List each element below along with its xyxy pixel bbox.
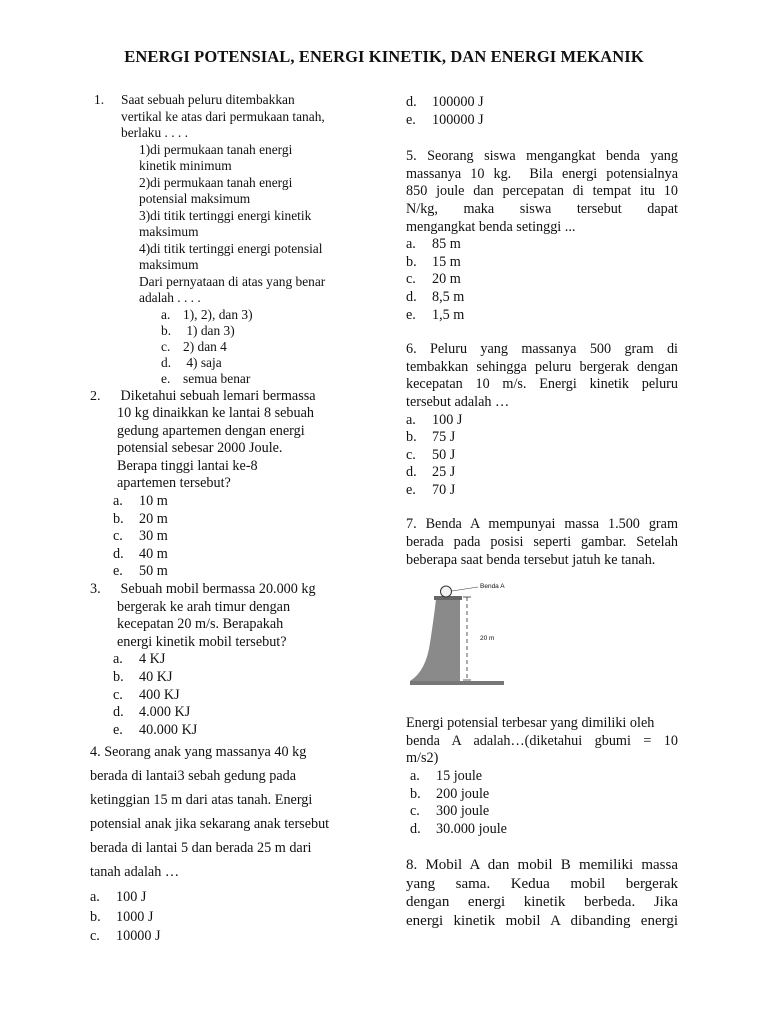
- stem-line: dengan energi kinetik berbeda. Jika: [406, 894, 678, 911]
- stem-line: 7. Benda A mempunyai massa 1.500 gram: [406, 516, 678, 533]
- option-letter: b.: [90, 908, 101, 925]
- stem-line: bergerak ke arah timur dengan: [117, 598, 291, 615]
- option-a[interactable]: [113, 493, 340, 511]
- question-body: [113, 387, 340, 582]
- option-c[interactable]: [406, 447, 678, 465]
- stem-line: kecepatan 10 m/s. Energi kinetik peluru: [406, 376, 678, 393]
- option-a[interactable]: [90, 888, 340, 908]
- stem-line: 8. Mobil A dan mobil B memiliki massa: [406, 857, 678, 874]
- benda-a-label: Benda A: [480, 583, 505, 591]
- option-letter: c.: [90, 928, 100, 945]
- option-text: 4.000 KJ: [139, 704, 191, 721]
- stem-line: N/kg, maka siswa tersebut dapat: [406, 200, 678, 217]
- statement-line: maksimum: [139, 224, 199, 239]
- stem-line: 850 joule dan percepatan di tempat itu 10: [406, 183, 678, 200]
- option-text: 20 m: [139, 510, 168, 527]
- option-d[interactable]: [406, 464, 678, 482]
- option-text: 70 J: [432, 481, 456, 498]
- option-b[interactable]: [406, 254, 678, 272]
- option-letter: b.: [113, 669, 124, 686]
- stem-line: massanya 10 kg. Bila energi potensialnya: [406, 165, 678, 182]
- statement-line: kinetik minimum: [139, 158, 232, 173]
- option-c[interactable]: [410, 803, 678, 821]
- question-4-continued: [406, 94, 678, 129]
- ground: [410, 681, 504, 685]
- option-a[interactable]: [410, 768, 678, 786]
- option-letter: c.: [113, 686, 123, 703]
- option-letter: e.: [113, 721, 123, 738]
- stem-line: berada pada posisi seperti gambar. Setelah: [406, 534, 678, 551]
- question-3: [90, 581, 340, 739]
- stem-line: kecepatan 20 m/s. Berapakah: [117, 616, 284, 633]
- stem-line: Sebuah mobil bermassa 20.000 kg: [117, 581, 316, 598]
- option-letter: d.: [406, 94, 417, 110]
- option-letter: a.: [406, 411, 416, 428]
- option-letter: d.: [406, 288, 417, 305]
- option-c[interactable]: [113, 687, 340, 705]
- option-b[interactable]: [410, 786, 678, 804]
- option-text: 15 joule: [436, 768, 483, 785]
- stem-line: Energi potensial terbesar yang dimiliki oleh: [406, 715, 655, 732]
- option-d[interactable]: [410, 821, 678, 839]
- option-b[interactable]: [406, 429, 678, 447]
- option-letter: d.: [113, 545, 124, 562]
- option-letter: e.: [113, 563, 123, 580]
- stem-line: tembakkan sehingga peluru bergerak dengan: [406, 358, 678, 375]
- option-letter: b.: [406, 429, 417, 446]
- option-a[interactable]: [406, 236, 678, 254]
- option-c[interactable]: [113, 528, 340, 546]
- stem-line: gedung apartemen dengan energi: [117, 422, 305, 439]
- question-number: 3.: [90, 581, 101, 598]
- statement-line: 2)di permukaan tanah energi: [139, 174, 293, 190]
- option-a[interactable]: [113, 651, 340, 669]
- option-text: 30.000 joule: [436, 820, 507, 837]
- question-body: [113, 581, 340, 739]
- option-e[interactable]: [113, 563, 340, 581]
- stem-line: beberapa saat benda tersebut jatuh ke tanah.: [406, 551, 656, 568]
- option-e[interactable]: [113, 722, 340, 740]
- option-letter: e.: [406, 306, 416, 323]
- stem-line: vertikal ke atas dari permukaan tanah,: [121, 108, 325, 124]
- benda-a-ball: [441, 586, 452, 597]
- option-text: 100000 J: [432, 111, 484, 128]
- statement-line: 4)di titik tertinggi energi potensial: [139, 240, 323, 256]
- option-letter: c.: [406, 446, 416, 463]
- question-2: [90, 388, 340, 582]
- option-text: 1), 2), dan 3): [183, 306, 253, 322]
- option-text: 200 joule: [436, 785, 490, 802]
- option-list: [139, 307, 340, 388]
- option-text: 50 m: [139, 563, 168, 580]
- option-a[interactable]: [406, 412, 678, 430]
- option-text: 15 m: [432, 253, 461, 270]
- tower: [410, 599, 460, 681]
- question-number: 1.: [94, 92, 105, 107]
- stem-line: energi kinetik mobil A dibanding energi: [406, 912, 678, 929]
- stem-line: 5. Seorang siswa mengangkat benda yang: [406, 148, 678, 165]
- option-text: 1000 J: [116, 908, 154, 925]
- option-text: 400 KJ: [139, 686, 180, 703]
- statement-line: adalah . . . .: [139, 290, 201, 305]
- option-text: 25 J: [432, 464, 456, 481]
- stem-line: m/s2): [406, 750, 439, 767]
- option-list: [90, 888, 340, 947]
- stem-line: tersebut adalah …: [406, 393, 510, 410]
- stem-line: Saat sebuah peluru ditembakkan: [121, 92, 295, 107]
- option-text: 8,5 m: [432, 288, 465, 305]
- option-letter: e.: [406, 111, 416, 128]
- statement-line: 3)di titik tertinggi energi kinetik: [139, 207, 312, 223]
- stem-line: berada di lantai3 sebah gedung pada: [90, 768, 297, 785]
- option-list: [410, 768, 678, 838]
- right-column: [406, 94, 678, 930]
- statement-list: [121, 142, 340, 388]
- option-text: 85 m: [432, 236, 461, 253]
- stem-line: potensial anak jika sekarang anak tersebut: [90, 816, 330, 833]
- option-d[interactable]: [113, 546, 340, 564]
- question-6: [406, 341, 678, 499]
- option-text: 100 J: [432, 411, 463, 428]
- tower-diagram: [408, 583, 518, 703]
- height-label: 20 m: [480, 635, 495, 643]
- stem-line: berada di lantai 5 dan berada 25 m dari: [90, 840, 312, 857]
- option-letter: a.: [406, 236, 416, 253]
- option-text: 50 J: [432, 446, 456, 463]
- option-d[interactable]: [406, 289, 678, 307]
- option-letter: d.: [113, 704, 124, 721]
- option-d[interactable]: [406, 94, 678, 112]
- stem-line: yang sama. Kedua mobil bergerak: [406, 875, 678, 892]
- falling-object-figure: [408, 583, 518, 703]
- option-letter: d.: [406, 464, 417, 481]
- option-text: 1) dan 3): [183, 322, 235, 338]
- statement-line: potensial maksimum: [139, 191, 251, 206]
- option-e[interactable]: [406, 482, 678, 500]
- option-letter: b.: [161, 322, 172, 338]
- option-d[interactable]: [161, 355, 340, 371]
- option-b[interactable]: [113, 669, 340, 687]
- option-letter: d.: [410, 820, 421, 837]
- option-c[interactable]: [161, 339, 340, 355]
- option-letter: a.: [90, 889, 100, 906]
- option-text: 300 joule: [436, 803, 490, 820]
- option-letter: e.: [161, 371, 171, 387]
- option-letter: b.: [406, 253, 417, 270]
- option-letter: c.: [161, 338, 171, 354]
- option-e[interactable]: [406, 112, 678, 130]
- option-e[interactable]: [161, 371, 340, 387]
- option-text: 4) saja: [183, 355, 222, 371]
- option-text: 4 KJ: [139, 651, 166, 668]
- stem-line: 6. Peluru yang massanya 500 gram di: [406, 341, 678, 358]
- stem-line: benda A adalah…(diketahui gbumi = 10: [406, 732, 678, 749]
- option-text: 40.000 KJ: [139, 721, 198, 738]
- option-text: 100000 J: [432, 94, 484, 110]
- stem-line: 4. Seorang anak yang massanya 40 kg: [90, 744, 307, 761]
- label-pointer: [452, 587, 478, 591]
- option-list: [113, 651, 340, 739]
- statement-line: maksimum: [139, 257, 199, 272]
- option-c[interactable]: [90, 927, 340, 947]
- question-5: [406, 148, 678, 324]
- option-letter: b.: [113, 510, 124, 527]
- option-letter: a.: [113, 493, 123, 510]
- option-letter: e.: [406, 481, 416, 498]
- option-a[interactable]: [161, 307, 340, 323]
- option-list: [406, 236, 678, 324]
- option-letter: a.: [410, 768, 420, 785]
- option-b[interactable]: [90, 908, 340, 928]
- option-e[interactable]: [406, 307, 678, 325]
- question-4: [90, 740, 340, 947]
- option-text: 1,5 m: [432, 306, 465, 323]
- option-text: 20 m: [432, 271, 461, 288]
- statement-line: 1)di permukaan tanah energi: [139, 141, 293, 157]
- page-title: ENERGI POTENSIAL, ENERGI KINETIK, DAN ENERGI MEKANIK: [124, 47, 644, 66]
- option-b[interactable]: [113, 511, 340, 529]
- option-text: 2) dan 4: [183, 338, 227, 354]
- option-letter: c.: [406, 271, 416, 288]
- option-letter: b.: [410, 785, 421, 802]
- question-number: 2.: [90, 388, 101, 404]
- option-text: 30 m: [139, 528, 168, 545]
- stem-line: tanah adalah …: [90, 864, 180, 881]
- option-list: [113, 493, 340, 581]
- stem-line: berlaku . . . .: [121, 125, 188, 140]
- left-column: [90, 92, 340, 947]
- option-d[interactable]: [113, 704, 340, 722]
- option-text: 40 m: [139, 545, 168, 562]
- option-list: [406, 412, 678, 500]
- stem-line: ketinggian 15 m dari atas tanah. Energi: [90, 792, 313, 809]
- option-text: 100 J: [116, 889, 147, 906]
- question-1: [94, 92, 340, 388]
- stem-line: energi kinetik mobil tersebut?: [117, 633, 287, 650]
- option-text: 10000 J: [116, 928, 161, 945]
- stem-line: Diketahui sebuah lemari bermassa: [117, 387, 316, 404]
- stem-line: Berapa tinggi lantai ke-8: [117, 457, 258, 474]
- option-c[interactable]: [406, 271, 678, 289]
- stem-line: mengangkat benda setinggi ...: [406, 218, 576, 235]
- option-text: semua benar: [183, 371, 251, 387]
- statement-line: Dari pernyataan di atas yang benar: [139, 273, 326, 289]
- stem-line: apartemen tersebut?: [117, 475, 231, 492]
- option-letter: c.: [113, 528, 123, 545]
- question-8: [406, 856, 678, 930]
- option-letter: c.: [410, 803, 420, 820]
- option-letter: d.: [161, 355, 172, 371]
- option-b[interactable]: [161, 323, 340, 339]
- stem-line: 10 kg dinaikkan ke lantai 8 sebuah: [117, 405, 314, 422]
- option-text: 75 J: [432, 429, 456, 446]
- question-body: [121, 92, 340, 388]
- question-7: [406, 516, 678, 838]
- option-text: 10 m: [139, 493, 168, 510]
- stem-line: potensial sebesar 2000 Joule.: [117, 440, 283, 457]
- option-letter: a.: [161, 306, 171, 322]
- option-text: 40 KJ: [139, 669, 173, 686]
- option-letter: a.: [113, 651, 123, 668]
